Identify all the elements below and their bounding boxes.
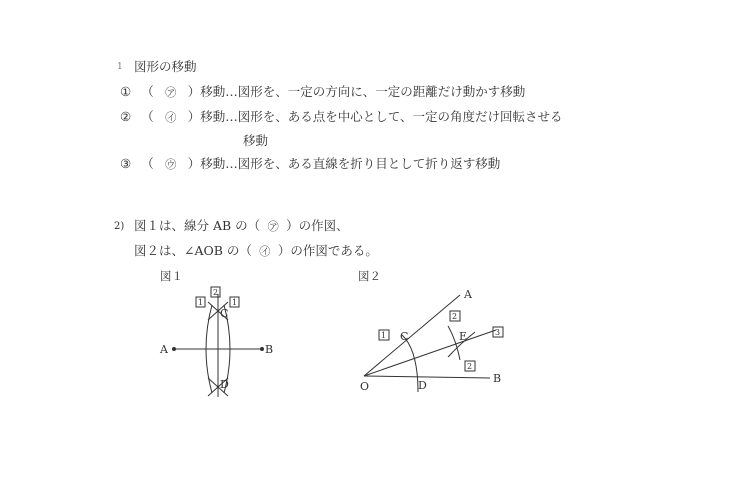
figure1-caption: 図１ — [160, 269, 183, 283]
ray-oa — [364, 295, 460, 376]
item-open-paren: （ — [141, 109, 154, 124]
line1-text-a: 図１は、線分 AB の（ — [134, 218, 261, 233]
section2-line2 — [134, 243, 378, 259]
box-text-top: 2 — [213, 288, 219, 297]
label-a: A — [160, 343, 168, 356]
item-number: ① — [120, 84, 132, 99]
label-b: B — [265, 343, 274, 356]
figure1-diagram — [150, 280, 290, 400]
label-o: O — [360, 380, 370, 393]
label-a: A — [464, 288, 472, 301]
label-d: D — [220, 378, 229, 391]
item-close-paren: ） — [187, 109, 201, 124]
line2-text-a: 図２は、∠AOB の（ — [134, 243, 252, 258]
section1-marker: 1 — [117, 62, 123, 72]
arc-cd — [402, 335, 418, 392]
box-text-3: 3 — [495, 328, 501, 337]
figure2-caption: 図２ — [358, 269, 381, 283]
item-text: 移動…図形を、ある点を中心として、一定の角度だけ回転させる — [200, 109, 563, 124]
blank-u-marker: ㋒ — [165, 158, 177, 171]
item-number: ② — [120, 109, 132, 124]
box-text-right: 1 — [232, 298, 238, 307]
box-text-left: 1 — [198, 298, 204, 307]
item-row-1 — [120, 84, 525, 100]
figure2-diagram — [350, 280, 520, 400]
item-open-paren: （ — [141, 156, 154, 171]
section2-marker: 2) — [114, 221, 125, 232]
item-row-2 — [120, 109, 562, 125]
blank-i-marker: ㋑ — [165, 111, 177, 124]
blank-i-marker: ㋑ — [259, 245, 271, 258]
item-row-3 — [120, 156, 500, 172]
label-e: E — [459, 330, 468, 343]
line2-text-b: ）の作図である。 — [277, 243, 378, 258]
line1-text-b: ）の作図、 — [286, 218, 349, 233]
item-close-paren: ） — [187, 84, 201, 99]
item-open-paren: （ — [141, 84, 154, 99]
label-c: C — [220, 307, 229, 320]
label-d: D — [418, 379, 427, 392]
box-text-1: 1 — [381, 331, 387, 340]
item-close-paren: ） — [187, 156, 201, 171]
section2-line1 — [134, 218, 349, 234]
point-a — [172, 347, 176, 351]
box-text-2b: 2 — [467, 362, 473, 371]
item-text: 移動…図形を、ある直線を折り目として折り返す移動 — [200, 156, 501, 171]
label-c: C — [400, 330, 409, 343]
item-row-2-continuation: 移動 — [243, 133, 269, 148]
section1-title: 図形の移動 — [134, 59, 197, 74]
blank-a-marker: ㋐ — [165, 86, 177, 99]
box-text-2a: 2 — [452, 312, 458, 321]
ray-ob — [364, 376, 490, 378]
point-b — [260, 347, 264, 351]
blank-a-marker: ㋐ — [267, 220, 279, 233]
item-number: ③ — [120, 156, 132, 171]
item-text: 移動…図形を、一定の方向に、一定の距離だけ動かす移動 — [200, 84, 526, 99]
label-b: B — [493, 372, 502, 385]
